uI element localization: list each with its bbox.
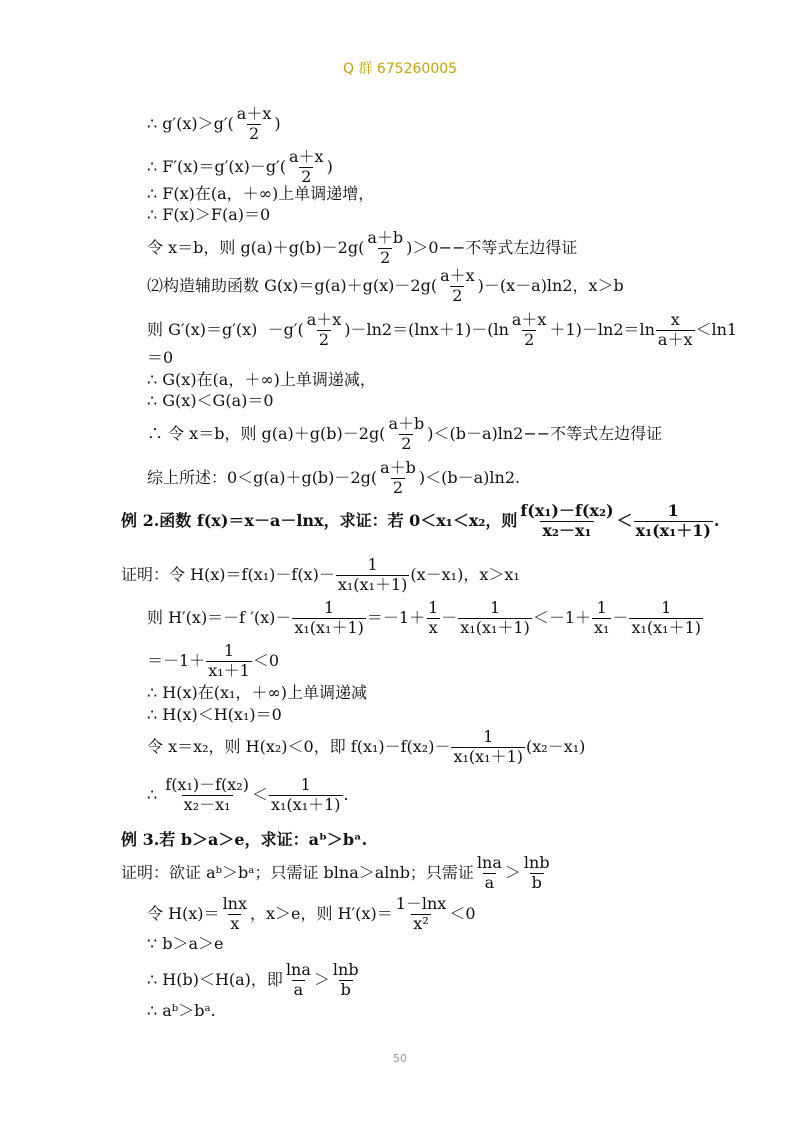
fraction [386,416,426,453]
text-segment: ∴ g′(x)＞g′( [147,114,234,134]
text-segment: ＜ [251,785,268,805]
text-segment: 例 2.函数 f(x)＝x－a－lnx，求证：若 0＜x₁＜x₂，则 [121,511,518,531]
text-segment: 证明：欲证 aᵇ＞bᵃ；只需证 blna＞alnb；只需证 [121,863,474,883]
fraction-denominator: x₁＋1 [208,660,250,680]
page-header-qq-group: Q 群 675260005 [342,61,458,77]
fraction [163,777,251,814]
text-segment: ∴ H(b)＜H(a)，即 [147,970,283,990]
fraction-numerator: lna [285,960,311,979]
text-segment: ∴ H(x)在(x₁，＋∞)上单调递减 [147,683,367,702]
fraction [336,557,410,594]
math-line-l20 [147,777,349,814]
text-segment: ∴ aᵇ＞bᵃ. [147,1001,216,1020]
math-line-l25 [147,962,362,999]
fraction-numerator: a＋x [440,266,475,285]
math-line-l04 [147,207,270,223]
text-segment: ＜0 [449,904,476,924]
text-segment: 令 H(x)＝ [147,904,220,924]
fraction-numerator: 1 [489,598,501,617]
fraction-numerator: a＋b [388,414,425,433]
fraction-numerator: x [670,310,680,329]
text-segment: ∵ b＞a＞e [147,934,224,953]
fraction [292,600,366,637]
text-segment: 则 H′(x)＝－f ′(x)－ [147,608,292,628]
page-number: 50 [393,1052,407,1065]
text-segment: ＝－1＋ [147,651,206,671]
text-segment: ＞ [313,970,330,990]
math-line-l10 [147,393,274,409]
fraction [221,896,249,933]
fraction [522,855,552,892]
fraction-numerator: 1－lnx [395,894,447,913]
math-line-l11 [147,416,662,453]
fraction-numerator: 1 [300,775,311,794]
text-segment: ∴ H(x)＜H(x₁)＝0 [147,705,282,724]
math-line-l22 [121,855,553,892]
fraction-denominator: 2 [318,329,330,349]
text-segment: 令 x＝b，则 g(a)＋g(b)－2g( [147,238,365,258]
fraction-numerator: 1 [223,641,235,660]
fraction-numerator: 1 [483,727,494,746]
math-line-l24 [147,936,224,952]
text-segment: ＝－1＋ [366,608,426,628]
math-line-l06 [147,268,624,305]
fraction [592,600,611,637]
text-segment: ∴ F′(x)＝g′(x)－g′( [147,157,287,177]
fraction [206,643,252,680]
text-segment: ＝0 [147,348,174,367]
text-segment: ＞ [504,863,521,883]
fraction-numerator: 1 [428,598,439,617]
text-segment: ＜ [616,511,633,531]
text-segment: )－(x－a)ln2，x＞b [477,276,624,296]
fraction-denominator: x₁(x₁＋1) [453,746,524,766]
fraction [269,777,343,814]
text-segment: . [343,785,349,805]
math-line-l14 [121,557,520,594]
fraction [394,896,449,933]
fraction [438,268,477,305]
math-line-l21 [121,832,367,848]
fraction-numerator: a＋x [236,104,272,123]
text-segment: ) [326,157,333,177]
fraction-denominator: x₁(x₁＋1) [635,520,711,540]
fraction-numerator: 1 [596,598,607,617]
fraction-denominator: x₁ [594,617,610,637]
fraction-denominator: 2 [452,285,463,305]
fraction-denominator: a [484,872,495,892]
math-line-l16 [147,643,279,680]
fraction-denominator: a [293,979,304,999]
fraction [451,729,525,766]
fraction [284,962,313,999]
fraction-numerator: 1 [367,555,378,574]
fraction-denominator: x² [413,913,429,933]
fraction [305,312,344,349]
fraction [365,230,405,267]
math-line-l13 [121,503,720,540]
math-line-l12 [147,460,520,497]
fraction [475,855,504,892]
fraction-denominator: b [531,872,542,892]
fraction [510,312,549,349]
fraction-denominator: x₂－x₁ [183,794,231,814]
fraction-denominator: b [340,979,351,999]
text-segment: 证明：令 H(x)＝f(x₁)－f(x)－ [121,565,335,585]
fraction-denominator: 2 [401,433,412,453]
text-segment: ∴ 令 x＝b，则 g(a)＋g(b)－2g( [147,424,386,444]
math-line-l23 [147,896,476,933]
text-segment: )＞0−−不等式左边得证 [406,238,578,258]
fraction [287,149,326,186]
fraction-denominator: x₁(x₁＋1) [631,617,702,637]
text-segment: ∴ G(x)在(a，＋∞)上单调递减， [147,370,376,389]
text-segment: ＜－1＋ [532,608,592,628]
math-line-l01 [147,106,281,143]
fraction-numerator: lnb [523,853,550,872]
fraction-denominator: x [428,617,438,637]
fraction-denominator: 2 [524,329,535,349]
math-line-l07 [147,312,737,349]
fraction-denominator: x₁(x₁＋1) [337,574,408,594]
fraction [378,460,418,497]
fraction-denominator: x₂－x₁ [542,520,592,540]
fraction-numerator: lna [476,853,502,872]
fraction [629,600,703,637]
text-segment: ＜ln1 [695,320,738,340]
math-line-l09 [147,372,376,388]
fraction-numerator: a＋b [367,228,404,247]
fraction-numerator: a＋x [306,310,342,329]
math-line-l02 [147,149,333,186]
fraction [331,962,361,999]
fraction-denominator: 2 [392,477,404,497]
fraction-denominator: x₁(x₁＋1) [460,617,530,637]
fraction-numerator: 1 [667,501,679,520]
text-segment: ⑵构造辅助函数 G(x)＝g(a)＋g(x)－2g( [147,276,438,296]
fraction-denominator: x₁(x₁＋1) [294,617,364,637]
fraction-numerator: 1 [324,598,335,617]
fraction [235,106,274,143]
text-segment: )＜(b－a)ln2. [418,468,521,488]
math-line-l05 [147,230,577,267]
fraction-numerator: a＋b [380,458,416,477]
math-line-l15 [147,600,704,637]
math-line-l18 [147,707,282,723]
text-segment: － [612,608,629,628]
fraction-denominator: 2 [380,247,391,267]
text-segment: ＜0 [252,651,279,671]
fraction-denominator: 2 [248,123,260,143]
fraction [634,503,713,540]
text-segment: 令 x＝x₂，则 H(x₂)＜0，即 f(x₁)－f(x₂)－ [147,737,451,757]
text-segment: )－ln2＝(lnx＋1)－(ln [344,320,509,340]
text-segment: ∴ G(x)＜G(a)＝0 [147,391,274,410]
math-line-l26 [147,1003,216,1019]
text-segment: 则 G′(x)＝g′(x) －g′( [147,320,304,340]
math-line-l19 [147,729,585,766]
fraction-numerator: 1 [661,598,672,617]
fraction [458,600,532,637]
text-segment: 例 3.若 b＞a＞e，求证：aᵇ＞bᵃ. [121,830,368,849]
fraction [518,503,615,540]
fraction-numerator: a＋x [289,147,324,166]
text-segment: (x－x₁)，x＞x₁ [410,565,520,585]
fraction-numerator: f(x₁)－f(x₂) [165,775,249,794]
fraction [426,600,440,637]
text-segment: )＜(b－a)ln2−−不等式左边得证 [427,424,663,444]
text-segment: 综上所述：0＜g(a)＋g(b)－2g( [147,468,378,488]
fraction-numerator: lnx [222,894,248,913]
text-segment: － [441,608,458,628]
text-segment: (x₂－x₁) [526,737,586,757]
text-segment: ∴ F(x)在(a，＋∞)上单调递增， [147,184,375,203]
text-segment: . [713,511,720,531]
fraction-denominator: 2 [301,166,312,186]
fraction-numerator: lnb [332,960,359,979]
text-segment: ) [274,114,281,134]
text-segment: ，x＞e，则 H′(x)＝ [250,904,393,924]
fraction-numerator: f(x₁)－f(x₂) [520,501,614,520]
math-line-l08 [147,350,173,366]
text-segment: ∴ F(x)＞F(a)＝0 [147,205,271,224]
fraction-denominator: x₁(x₁＋1) [270,794,341,814]
fraction-denominator: a＋x [657,329,693,349]
fraction-denominator: x [230,913,240,933]
fraction-numerator: a＋x [511,310,547,329]
text-segment: ＋1)－ln2＝ln [549,320,655,340]
text-segment: ∴ [147,785,163,805]
math-line-l17 [147,685,367,701]
fraction [656,312,695,349]
math-line-l03 [147,186,374,202]
